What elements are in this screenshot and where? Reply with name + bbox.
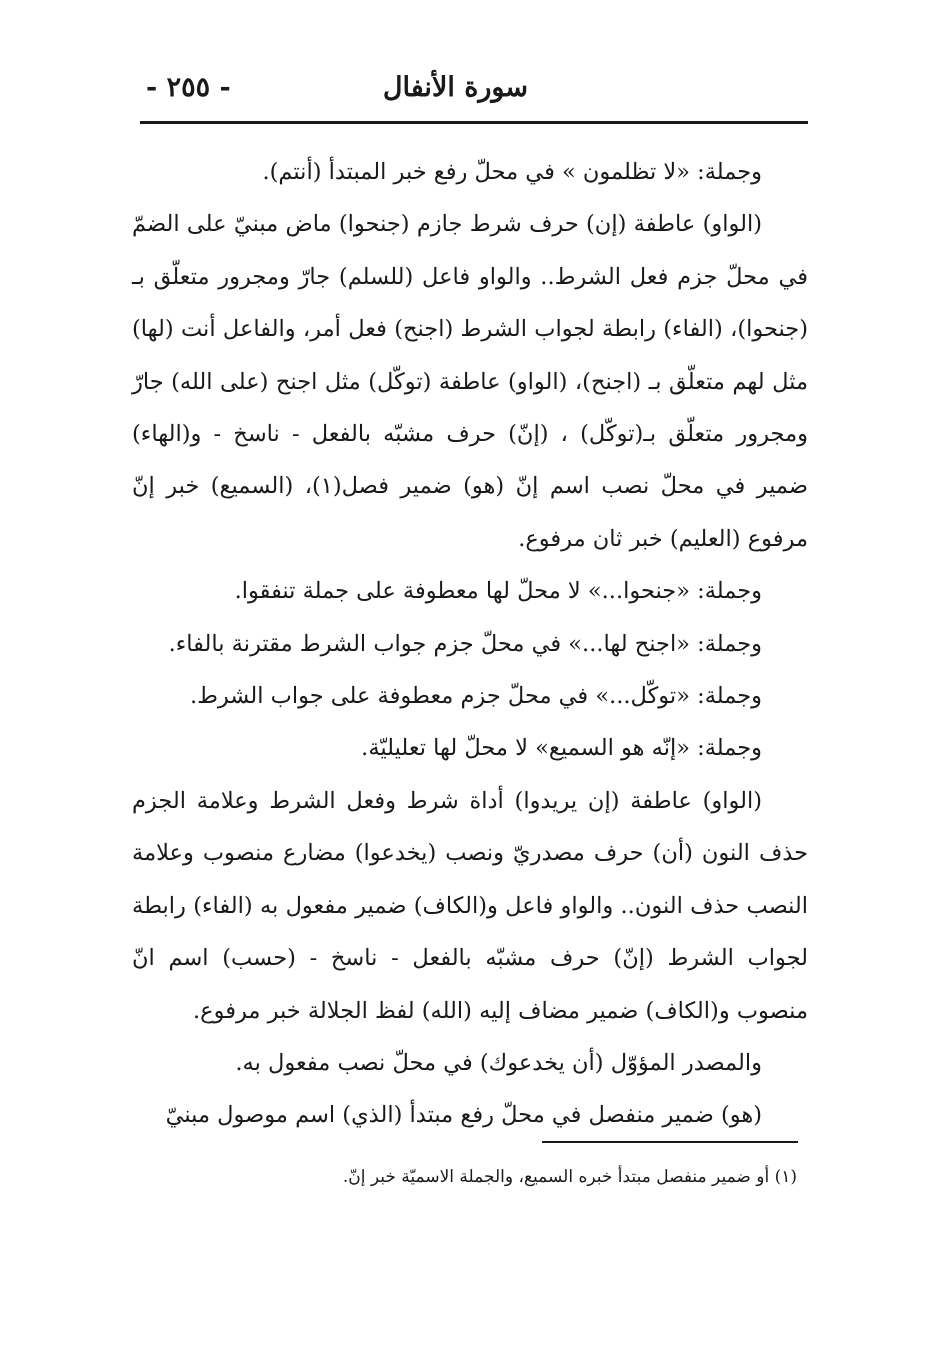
footnote: (١) أو ضمير منفصل مبتدأ خبره السميع، والجملة الاسميّة خبر إنّ. bbox=[342, 1167, 797, 1187]
paragraph: والمصدر المؤوّل (أن يخدعوك) في محلّ نصب مفعول به. bbox=[235, 1049, 762, 1076]
paragraph: (الواو) عاطفة (إن) حرف شرط جازم (جنحوا) ماض مبنيّ على الضمّ في محلّ جزم فعل الشرط.. والواو فاعل (للسلم) جارّ ومجرور متعلّق بـ (جنحوا)، (الفاء) رابطة لجواب الشرط (اجنح) فعل أمر، والفاعل أنت (لها) مثل لهم متعلّق بـ (اجنح)، (الواو) عاطفة (توكّل) مثل اجنح (على الله) جارّ ومجرور متعلّق بـ(توكّل) ، (إنّ) حرف مشبّه بالفعل - ناسخ - و(الهاء) ضمير في محلّ نصب اسم إنّ (هو) ضمير فصل(١)، (السميع) خبر إنّ مرفوع (العليم) خبر ثان مرفوع. bbox=[132, 211, 808, 552]
paragraph: وجملة: «جنحوا...» لا محلّ لها معطوفة على جملة تنفقوا. bbox=[234, 578, 762, 605]
footnote-rule bbox=[542, 1141, 798, 1143]
body-text bbox=[132, 146, 808, 1142]
paragraph: وجملة: «توكّل...» في محلّ جزم معطوفة على جواب الشرط. bbox=[189, 683, 762, 710]
page-number: - ٢٥٥ - bbox=[146, 72, 231, 103]
header-rule bbox=[140, 121, 808, 124]
page-header bbox=[140, 70, 808, 120]
paragraph: وجملة: «إنّه هو السميع» لا محلّ لها تعليليّة. bbox=[361, 735, 762, 762]
surah-title: سورة الأنفال bbox=[382, 72, 528, 103]
paragraph: وجملة: «لا تظلمون » في محلّ رفع خبر المبتدأ (أنتم). bbox=[262, 159, 762, 185]
paragraph: وجملة: «اجنح لها...» في محلّ جزم جواب الشرط مقترنة بالفاء. bbox=[168, 630, 762, 657]
paragraph: (هو) ضمير منفصل في محلّ رفع مبتدأ (الذي) اسم موصول مبنيّ bbox=[165, 1102, 762, 1129]
paragraph: (الواو) عاطفة (إن يريدوا) أداة شرط وفعل الشرط وعلامة الجزم حذف النون (أن) حرف مصدريّ ونصب (يخدعوا) مضارع منصوب وعلامة النصب حذف النون.. والواو فاعل و(الكاف) ضمير مفعول به (الفاء) رابطة لجواب الشرط (إنّ) حرف مشبّه بالفعل - ناسخ - (حسب) اسم انّ منصوب و(الكاف) ضمير مضاف إليه (الله) لفظ الجلالة خبر مرفوع. bbox=[132, 787, 808, 1024]
